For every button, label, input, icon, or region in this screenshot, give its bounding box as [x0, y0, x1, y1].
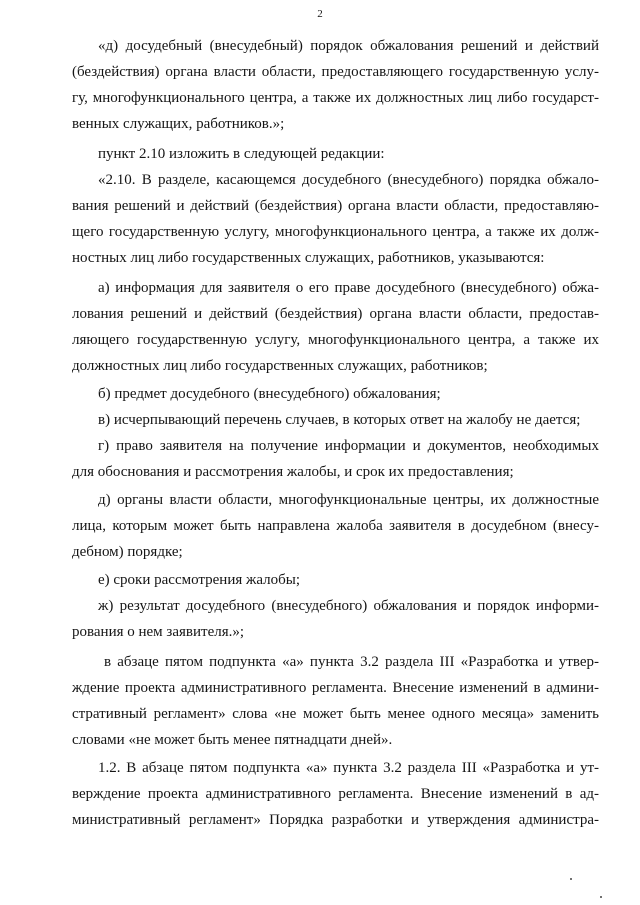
page-number: 2	[317, 8, 323, 20]
text-line: для обоснования и рассмотрения жалобы, и срок их предоставления;	[72, 464, 514, 480]
text-line: «д) досудебный (внесудебный) порядок обжалования решений и действий	[98, 38, 599, 54]
text-line: ляющего государственную услугу, многофункционального центра, а также их	[72, 332, 599, 348]
text-line: верждение проекта административного регламента. Внесение изменений в ад-	[72, 786, 599, 802]
text-line: 1.2. В абзаце пятом подпункта «а» пункта 3.2 раздела III «Разработка и ут-	[98, 760, 599, 776]
text-line: дебном) порядке;	[72, 544, 183, 560]
text-line: в) исчерпывающий перечень случаев, в которых ответ на жалобу не дается;	[98, 412, 581, 428]
text-line: словами «не может быть менее пятнадцати дней».	[72, 732, 393, 748]
text-line: «2.10. В разделе, касающемся досудебного (внесудебного) порядка обжало-	[98, 172, 599, 188]
text-line: лица, которым может быть направлена жалоба заявителя в досудебном (внесу-	[72, 518, 599, 534]
text-line: лования решений и действий (бездействия) органа власти области, предостав-	[72, 306, 599, 322]
text-line: д) органы власти области, многофункциональные центры, их должностные	[98, 492, 599, 508]
text-line: (бездействия) органа власти области, предоставляющего государственную услу-	[72, 64, 599, 80]
text-line: щего государственную услугу, многофункционального центра, а также их долж-	[72, 224, 599, 240]
text-line: министративный регламент» Порядка разработки и утверждения администра-	[72, 812, 599, 828]
text-line: гу, многофункционального центра, а также их должностных лиц либо государст-	[72, 90, 599, 106]
text-line: ж) результат досудебного (внесудебного) обжалования и порядок информи-	[98, 598, 599, 614]
scan-speck	[570, 878, 572, 880]
text-line: стративный регламент» слова «не может быть менее одного месяца» заменить	[72, 706, 599, 722]
text-line: рования о нем заявителя.»;	[72, 624, 245, 640]
text-line: ждение проекта административного регламента. Внесение изменений в админи-	[72, 680, 599, 696]
text-line: венных служащих, работников.»;	[72, 116, 285, 132]
text-line: ностных лиц либо государственных служащих, работников, указываются:	[72, 250, 545, 266]
scan-speck	[600, 896, 602, 898]
text-line: в абзаце пятом подпункта «а» пункта 3.2 раздела III «Разработка и утвер-	[104, 654, 599, 670]
text-line: б) предмет досудебного (внесудебного) обжалования;	[98, 386, 441, 402]
text-line: должностных лиц либо государственных служащих, работников;	[72, 358, 488, 374]
text-line: вания решений и действий (бездействия) органа власти области, предоставляю-	[72, 198, 599, 214]
text-line: пункт 2.10 изложить в следующей редакции:	[98, 146, 385, 162]
text-line: г) право заявителя на получение информации и документов, необходимых	[98, 438, 599, 454]
text-line: е) сроки рассмотрения жалобы;	[98, 572, 301, 588]
text-line: а) информация для заявителя о его праве досудебного (внесудебного) обжа-	[98, 280, 599, 296]
